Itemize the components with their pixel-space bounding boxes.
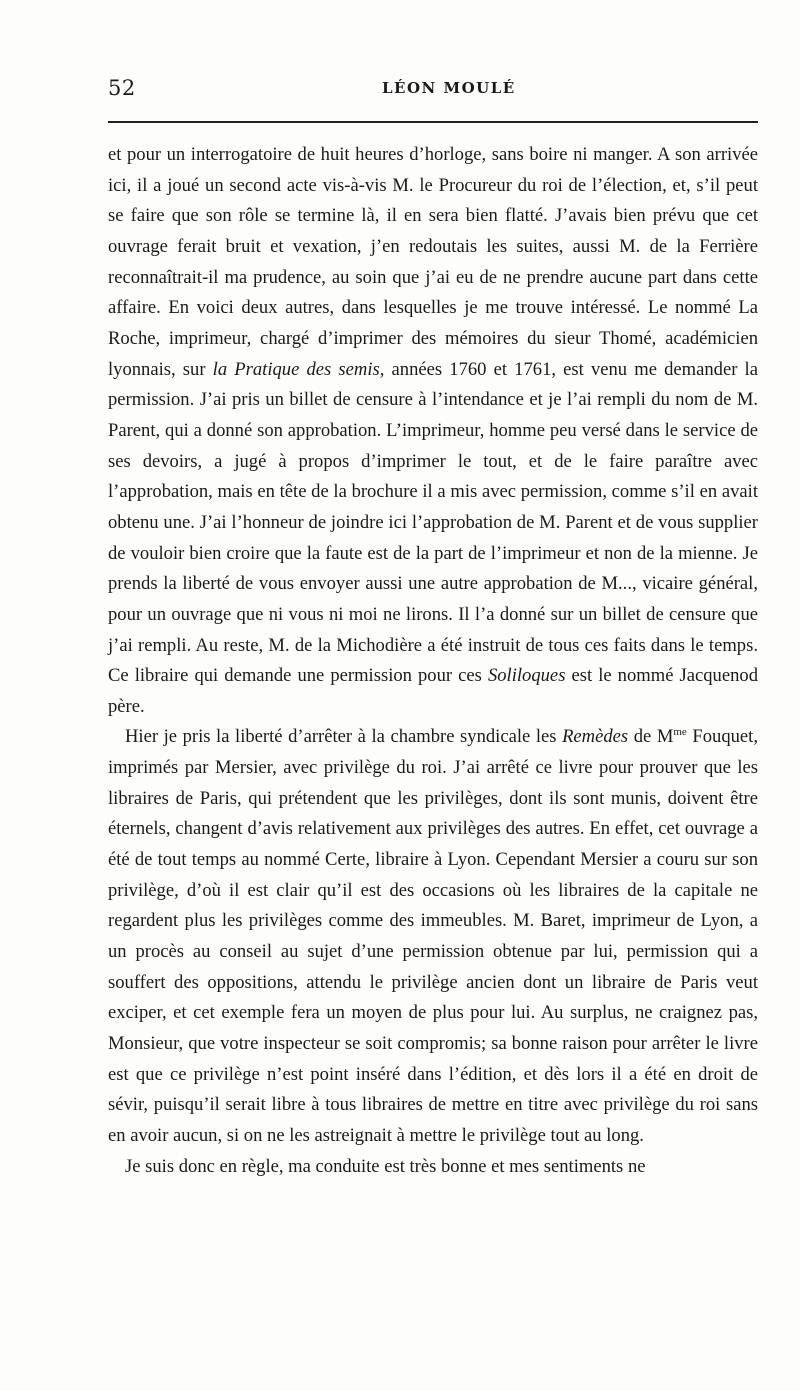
text-segment: est le nommé Jacquenod père.: [108, 665, 758, 717]
page-header: [108, 76, 758, 106]
page-number: 52: [108, 76, 136, 100]
superscript: me: [673, 726, 687, 739]
text-segment: Je suis donc en règle, ma conduite est très bonne et mes sentiments ne: [125, 1155, 646, 1177]
italic-title: Soliloques: [487, 665, 566, 687]
text-segment: Hier je pris la liberté d’arrêter à la chambre syndicale les: [125, 726, 563, 748]
italic-title: Remèdes: [562, 726, 629, 748]
paragraph: [108, 1152, 758, 1183]
body-text: [108, 140, 758, 1182]
paragraph: [108, 140, 758, 722]
italic-title: la Pratique des semis: [212, 358, 380, 380]
running-head: LÉON MOULÉ: [382, 79, 516, 97]
text-segment: de M: [628, 726, 674, 748]
text-segment: et pour un interrogatoire de huit heures d’horloge, sans boire ni manger. A son arrivée ici, il a joué un second acte vis-à-vis M. le Procureur du roi de l’élection, et, s’il peut se faire que son rôle se termine là, il en sera bien flatté. J’avais bien prévu que cet ouvrage ferait bruit et vexation, j’en redoutais les suites, aussi M. de la Ferrière reconnaîtrait-il ma prudence, au soin que j’ai eu de ne prendre aucune part dans cette affaire. En voici deux autres, dans lesquelles je me trouve intéressé. Le nommé La Roche, imprimeur, chargé d’imprimer des mémoires du sieur Thomé, académicien lyonnais, sur: [108, 144, 758, 380]
header-rule: [108, 121, 758, 123]
text-segment: Fouquet, imprimés par Mersier, avec privilège du roi. J’ai arrêté ce livre pour prouver que les libraires de Paris, qui prétendent que les privilèges, dont ils sont munis, doivent être éternels, changent d’avis relativement aux privilèges des autres. En effet, cet ouvrage a été de tout temps au nommé Certe, libraire à Lyon. Cependant Mersier a couru sur son privilège, d’où il est clair qu’il est des occasions où les libraires de la capitale ne regardent plus les privilèges comme des immeubles. M. Baret, imprimeur de Lyon, a un procès au conseil au sujet d’une permission obtenue par lui, permission qui a souffert des oppositions, attendu le privilège ancien dont un libraire de Paris veut exciper, et cet exemple fera un moyen de plus pour lui. Au surplus, ne craignez pas, Monsieur, que votre inspecteur se soit compromis; sa bonne raison pour arrêter le livre est que ce privilège n’est point inséré dans l’édition, et dès lors il a été en droit de sévir, puisqu’il serait libre à tous libraires de mettre en titre avec privilège du roi sans en avoir aucun, si on ne les astreignait à mettre le privilège tout au long.: [108, 726, 758, 1146]
text-segment: , années 1760 et 1761, est venu me demander la permission. J’ai pris un billet de censure à l’intendance et je l’ai rempli du nom de M. Parent, qui a donné son approbation. L’imprimeur, homme peu versé dans le service de ses devoirs, a jugé à propos d’imprimer le tout, et de le faire paraître avec l’approbation, mais en tête de la brochure il a mis avec permission, comme s’il en avait obtenu une. J’ai l’honneur de joindre ici l’approbation de M. Parent et de vous supplier de vouloir bien croire que la faute est de la part de l’imprimeur et non de la mienne. Je prends la liberté de vous envoyer aussi une autre approbation de M..., vicaire général, pour un ouvrage que ni vous ni moi ne lirons. Il l’a donné sur un billet de censure que j’ai rempli. Au reste, M. de la Michodière a été instruit de tous ces faits dans le temps. Ce libraire qui demande une permission pour ces: [108, 358, 758, 687]
paragraph: [108, 722, 758, 1151]
